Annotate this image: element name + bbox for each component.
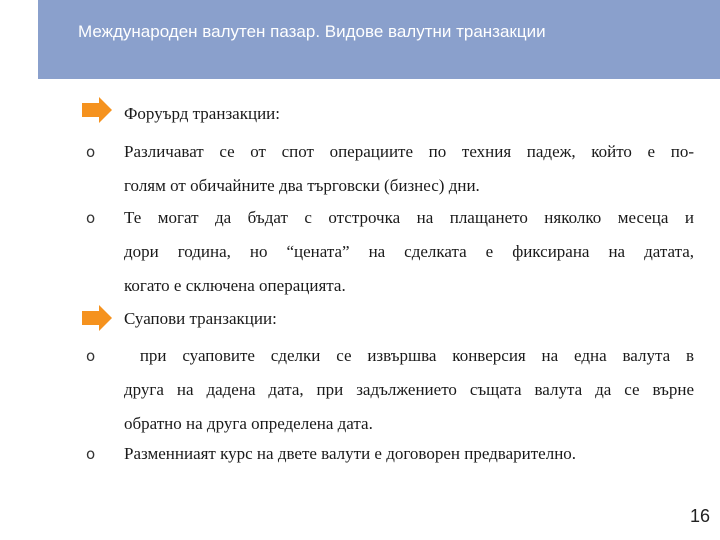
right-arrow-icon — [82, 305, 112, 331]
header-bar — [38, 0, 720, 79]
text-line: при суаповите сделки се извършва конверсия на една валута в — [124, 346, 694, 365]
right-arrow-icon — [82, 97, 112, 123]
page-number: 16 — [689, 506, 710, 526]
list-item — [124, 201, 694, 303]
bullet-marker: o — [86, 209, 96, 227]
text-line: Те могат да бъдат с отстрочка на плащането няколко месеца и — [124, 208, 694, 227]
bullet-marker: o — [86, 347, 96, 365]
text-line: дори година, но “цената” на сделката е фиксирана на датата, — [124, 242, 694, 261]
text-line: голям от обичайните два търговски (бизнес) дни. — [124, 176, 480, 195]
text-line: Разменниаят курс на двете валути е договорен предварително. — [124, 444, 577, 463]
page-title: Международен валутен пазар. Видове валутни транзакции — [78, 22, 546, 41]
section-heading: Форуърд транзакции: — [124, 104, 280, 123]
bullet-marker: o — [86, 143, 96, 161]
section-heading: Суапови транзакции: — [124, 309, 277, 328]
text-line: обратно на друга определена дата. — [124, 414, 373, 433]
list-item — [124, 437, 694, 471]
list-item — [124, 339, 694, 441]
list-item — [124, 135, 694, 203]
text-line: когато е сключена операцията. — [124, 276, 346, 295]
bullet-marker: o — [86, 445, 96, 463]
text-line: Различават се от спот операциите по техния падеж, който е по- — [124, 142, 694, 161]
text-line: друга на дадена дата, при задължението същата валута да се върне — [124, 380, 694, 399]
